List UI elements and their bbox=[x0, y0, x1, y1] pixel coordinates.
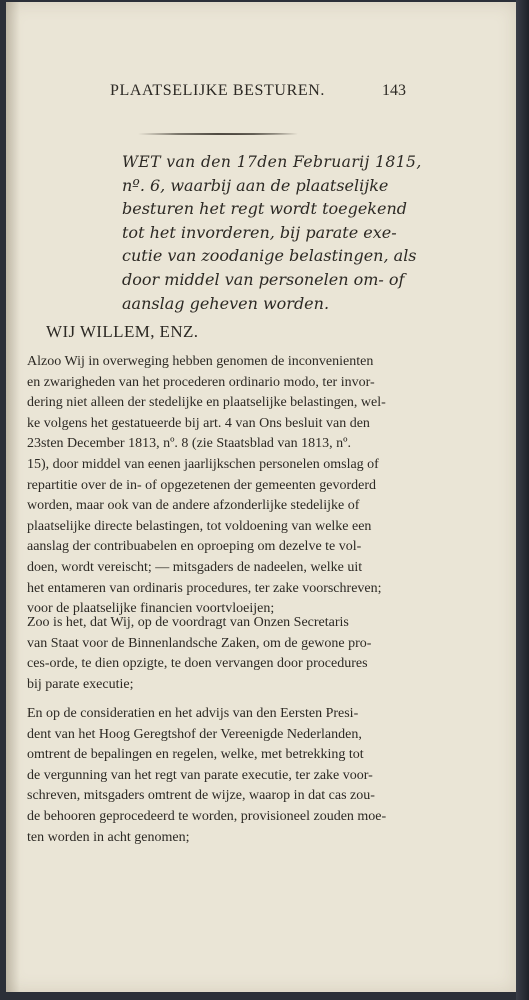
law-title-line: door middel van personelen om- of bbox=[122, 269, 405, 289]
law-title-line: nº. 6, waarbij aan de plaatselijke bbox=[122, 175, 389, 195]
text-line: bij parate executie; bbox=[27, 676, 134, 692]
text-line: Alzoo Wij in overweging hebben genomen de inconvenienten bbox=[27, 354, 374, 369]
text-line: ces-orde, te dien opzigte, te doen vervangen door procedures bbox=[27, 656, 368, 672]
text-line: voor de plaatselijke financien voortvloeijen; bbox=[27, 601, 275, 617]
book-page bbox=[6, 2, 516, 992]
text-line: 15), door middel van eenen jaarlijkschen personelen omslag of bbox=[27, 456, 379, 472]
paragraph-advice bbox=[27, 704, 419, 848]
text-line: doen, wordt vereischt; — mitsgaders de nadeelen, welke uit bbox=[27, 559, 363, 575]
ornamental-rule bbox=[138, 132, 298, 135]
running-header bbox=[6, 82, 516, 106]
text-line: En op de consideratien en het advijs van den Eersten Presi- bbox=[27, 706, 359, 721]
text-line: plaatselijke directe belastingen, tot voldoening van welke een bbox=[27, 518, 372, 534]
law-title-line: besturen het regt wordt toegekend bbox=[122, 199, 408, 219]
text-line: ten worden in acht genomen; bbox=[27, 829, 190, 845]
page-edge bbox=[516, 0, 529, 1000]
text-line: het entameren van ordinaris procedures, ter zake voorschreven; bbox=[27, 580, 382, 596]
text-line: aanslag der contribuabelen en oproeping om dezelve te vol- bbox=[27, 539, 362, 555]
text-line: de vergunning van het regt van parate executie, ter zake voor- bbox=[27, 767, 373, 783]
text-line: dent van het Hoog Geregtshof der Vereenigde Nederlanden, bbox=[27, 726, 362, 742]
text-line: van Staat voor de Binnenlandsche Zaken, om de gewone pro- bbox=[27, 635, 372, 651]
text-line: schreven, mitsgaders omtrent de wijze, waarop in dat cas zou- bbox=[27, 788, 375, 804]
running-title: PLAATSELIJKE BESTUREN. bbox=[110, 82, 325, 99]
page-number: 143 bbox=[382, 82, 406, 99]
salutation: WIJ WILLEM, ENZ. bbox=[46, 322, 199, 341]
law-title bbox=[122, 150, 422, 315]
text-line: Zoo is het, dat Wij, op de voordragt van Onzen Secretaris bbox=[27, 615, 349, 630]
binding-shadow bbox=[6, 2, 20, 992]
text-line: dering niet alleen der stedelijke en plaatselijke belastingen, wel- bbox=[27, 395, 386, 411]
paragraph-proposal bbox=[27, 613, 419, 695]
text-line: 23sten December 1813, nº. 8 (zie Staatsblad van 1813, nº. bbox=[27, 436, 351, 452]
law-title-line: cutie van zoodanige belastingen, als bbox=[122, 246, 417, 266]
text-line: omtrent de bepalingen en regelen, welke, met betrekking tot bbox=[27, 747, 364, 763]
text-line: de behooren geprocedeerd te worden, provisioneel zouden moe- bbox=[27, 808, 387, 824]
law-title-line: WET van den 17den Februarij 1815, bbox=[122, 152, 422, 171]
text-line: ke volgens het gestatueerde bij art. 4 van Ons besluit van den bbox=[27, 415, 370, 431]
text-line: repartitie over de in- of opgezetenen der gemeenten gevorderd bbox=[27, 477, 377, 493]
law-title-line: tot het invorderen, bij parate exe- bbox=[122, 222, 397, 242]
text-line: en zwarigheden van het procederen ordinario modo, ter invor- bbox=[27, 374, 375, 390]
law-title-line: aanslag geheven worden. bbox=[122, 293, 330, 313]
paragraph-considerations bbox=[27, 352, 419, 620]
text-line: worden, maar ook van de andere afzonderlijke stedelijke of bbox=[27, 498, 360, 514]
